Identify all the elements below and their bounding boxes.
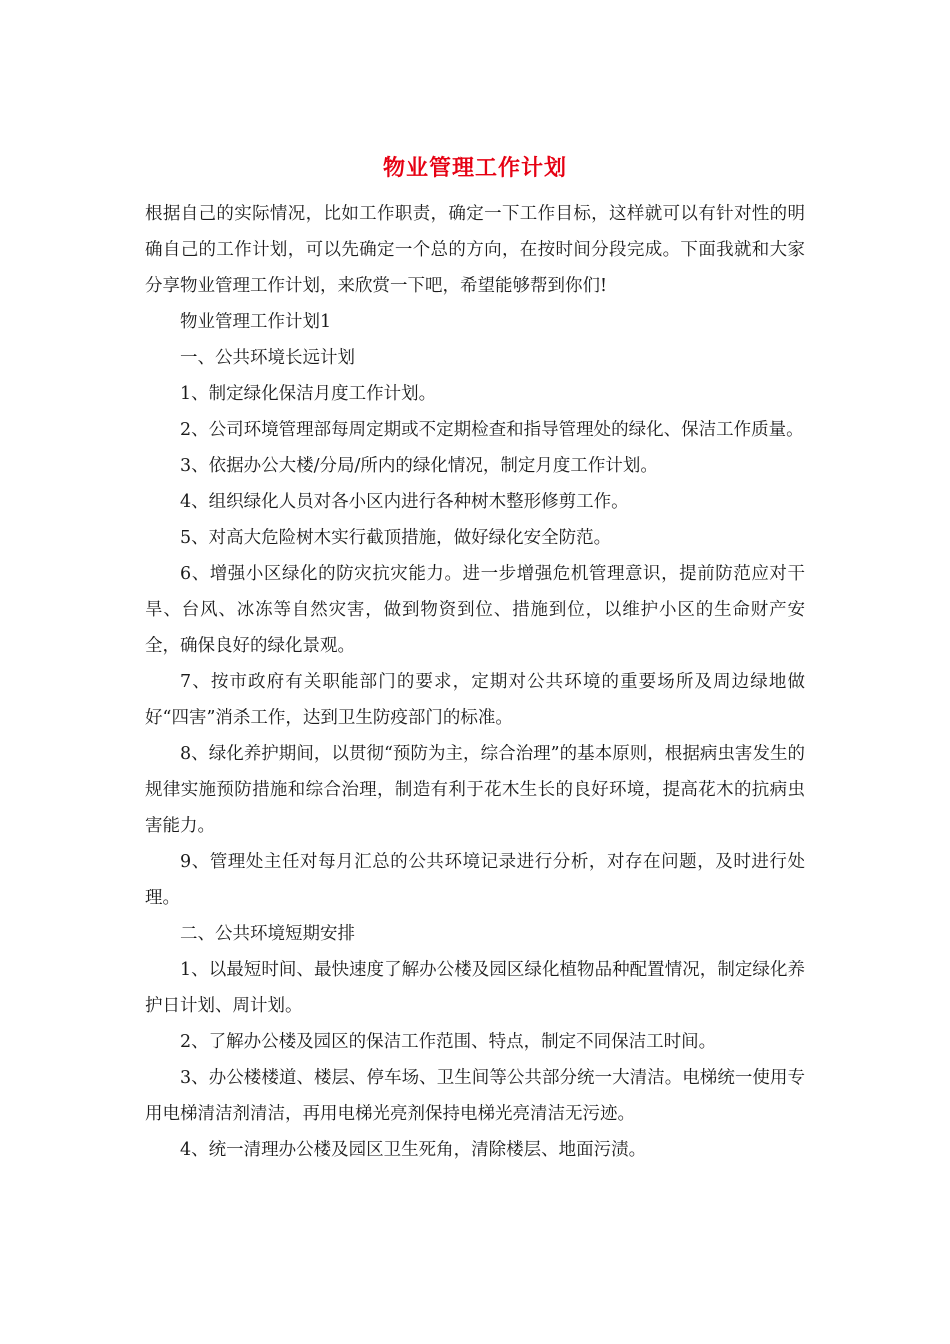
plan-subtitle: 物业管理工作计划1 xyxy=(180,312,332,332)
document-title: 物业管理工作计划 xyxy=(382,155,567,181)
section1-item: 9、管理处主任对每月汇总的公共环境记录进行分析，对存在问题，及时进行处理。 xyxy=(145,852,805,908)
section2-item: 4、统一清理办公楼及园区卫生死角，清除楼层、地面污渍。 xyxy=(180,1140,647,1160)
section2-item: 2、了解办公楼及园区的保洁工作范围、特点，制定不同保洁工时间。 xyxy=(180,1032,717,1052)
section1-item: 4、组织绿化人员对各小区内进行各种树木整形修剪工作。 xyxy=(180,492,629,512)
intro-paragraph: 根据自己的实际情况，比如工作职责，确定一下工作目标，这样就可以有针对性的明确自己的工作计划，可以先确定一个总的方向，在按时间分段完成。下面我就和大家分享物业管理工作计划，来欣赏一下吧，希望能够帮到你们! xyxy=(145,204,805,296)
section1-item: 7、按市政府有关职能部门的要求，定期对公共环境的重要场所及周边绿地做好“四害”消杀工作，达到卫生防疫部门的标准。 xyxy=(145,672,805,728)
section1-item: 1、制定绿化保洁月度工作计划。 xyxy=(180,384,437,404)
section1-item: 6、增强小区绿化的防灾抗灾能力。进一步增强危机管理意识，提前防范应对干旱、台风、冰冻等自然灾害，做到物资到位、措施到位，以维护小区的生命财产安全，确保良好的绿化景观。 xyxy=(145,564,805,656)
section1-heading: 一、公共环境长远计划 xyxy=(180,348,355,368)
section1-item: 5、对高大危险树木实行截顶措施，做好绿化安全防范。 xyxy=(180,528,612,548)
section2-item: 3、办公楼楼道、楼层、停车场、卫生间等公共部分统一大清洁。电梯统一使用专用电梯清洁剂清洁，再用电梯光亮剂保持电梯光亮清洁无污迹。 xyxy=(145,1068,805,1124)
section1-item: 3、依据办公大楼/分局/所内的绿化情况，制定月度工作计划。 xyxy=(180,456,658,476)
section2-item: 1、以最短时间、最快速度了解办公楼及园区绿化植物品种配置情况，制定绿化养护日计划、周计划。 xyxy=(145,960,805,1016)
section2-heading: 二、公共环境短期安排 xyxy=(180,924,355,944)
section1-item: 2、公司环境管理部每周定期或不定期检查和指导管理处的绿化、保洁工作质量。 xyxy=(180,420,804,440)
section1-item: 8、绿化养护期间，以贯彻“预防为主，综合治理”的基本原则，根据病虫害发生的规律实施预防措施和综合治理，制造有利于花木生长的良好环境，提高花木的抗病虫害能力。 xyxy=(145,744,805,836)
